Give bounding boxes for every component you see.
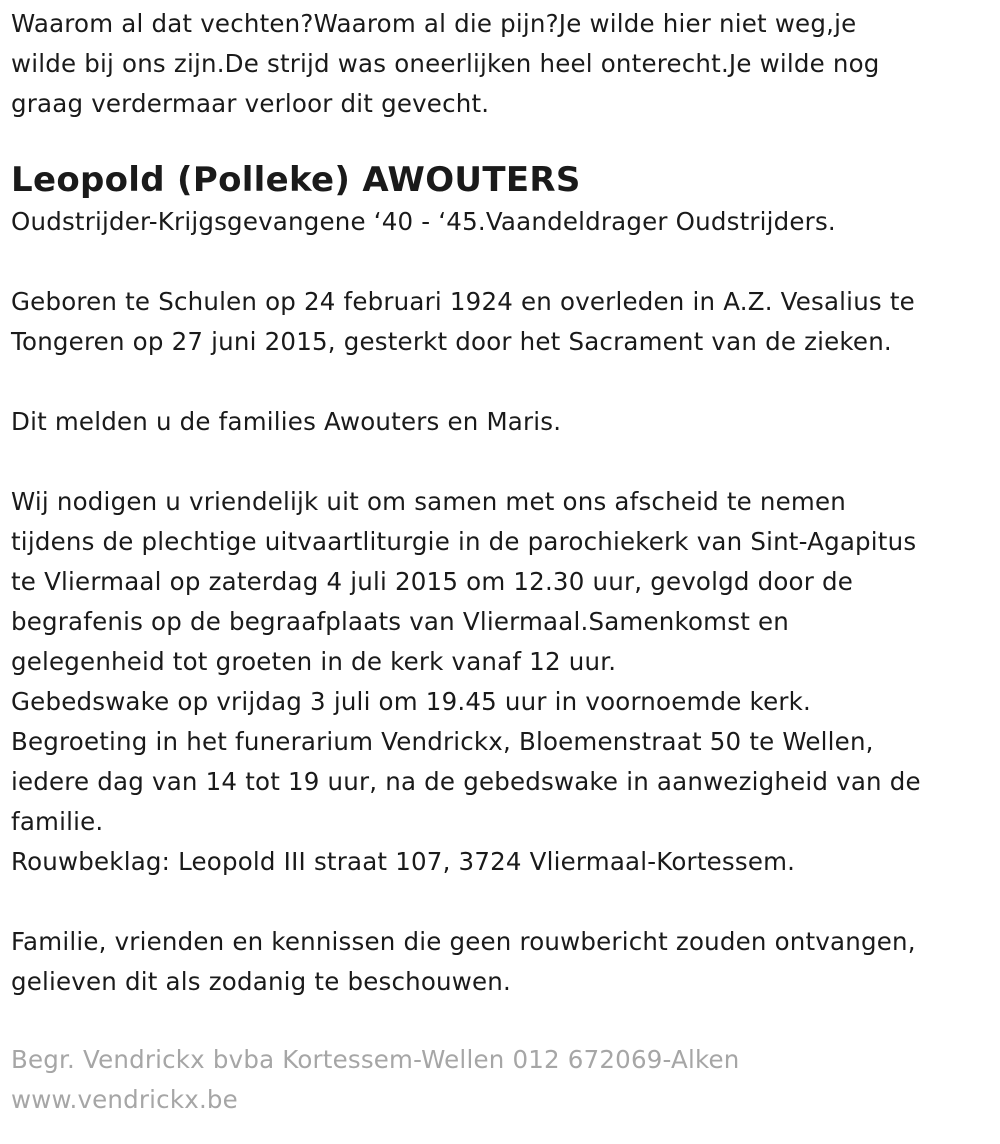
visitation-line: iedere dag van 14 tot 19 uur, na de gebedswake in aanwezigheid van de [11,767,921,796]
ceremony-line: begrafenis op de begraafplaats van Vliermaal.Samenkomst en [11,607,790,636]
footer [11,1040,991,1120]
birth-death-paragraph [11,282,991,362]
ceremony-line: Wij nodigen u vriendelijk uit om samen met ons afscheid te nemen [11,487,846,516]
spacer [11,362,991,402]
spacer [11,242,991,282]
obituary-notice [11,0,991,1120]
condolence-address-line: Rouwbeklag: Leopold III straat 107, 3724 Vliermaal-Kortessem. [11,847,796,876]
closing-line: Familie, vrienden en kennissen die geen rouwbericht zouden ontvangen, [11,927,916,956]
visitation-line: familie. [11,807,104,836]
ceremony-paragraph [11,482,991,882]
spacer [11,882,991,922]
announcement-line: Dit melden u de families Awouters en Maris. [11,407,562,436]
visitation-line: Begroeting in het funerarium Vendrickx, Bloemenstraat 50 te Wellen, [11,727,874,756]
birth-death-line: Geboren te Schulen op 24 februari 1924 en overleden in A.Z. Vesalius te [11,287,915,316]
deceased-name: Leopold (Polleke) AWOUTERS [11,160,581,200]
poem-line: graag verdermaar verloor dit gevecht. [11,89,490,118]
ceremony-line: tijdens de plechtige uitvaartliturgie in de parochiekerk van Sint-Agapitus [11,527,917,556]
vigil-line: Gebedswake op vrijdag 3 juli om 19.45 uur in voornoemde kerk. [11,687,811,716]
ceremony-line: te Vliermaal op zaterdag 4 juli 2015 om 12.30 uur, gevolgd door de [11,567,854,596]
funeral-home-line: Begr. Vendrickx bvba Kortessem-Wellen 012 672069-Alken [11,1045,740,1074]
ceremony-line: gelegenheid tot groeten in de kerk vanaf 12 uur. [11,647,617,676]
poem-line: wilde bij ons zijn.De strijd was oneerlijken heel onterecht.Je wilde nog [11,49,880,78]
deceased-title: Oudstrijder-Krijgsgevangene ‘40 - ‘45.Vaandeldrager Oudstrijders. [11,207,836,236]
closing-line: gelieven dit als zodanig te beschouwen. [11,967,512,996]
closing-paragraph [11,922,991,1002]
birth-death-line: Tongeren op 27 juni 2015, gesterkt door het Sacrament van de zieken. [11,327,892,356]
spacer [11,442,991,482]
announcement-paragraph [11,402,991,442]
poem-line: Waarom al dat vechten?Waarom al die pijn?Je wilde hier niet weg,je [11,9,857,38]
website-link[interactable]: www.vendrickx.be [11,1085,238,1114]
poem [11,4,991,124]
